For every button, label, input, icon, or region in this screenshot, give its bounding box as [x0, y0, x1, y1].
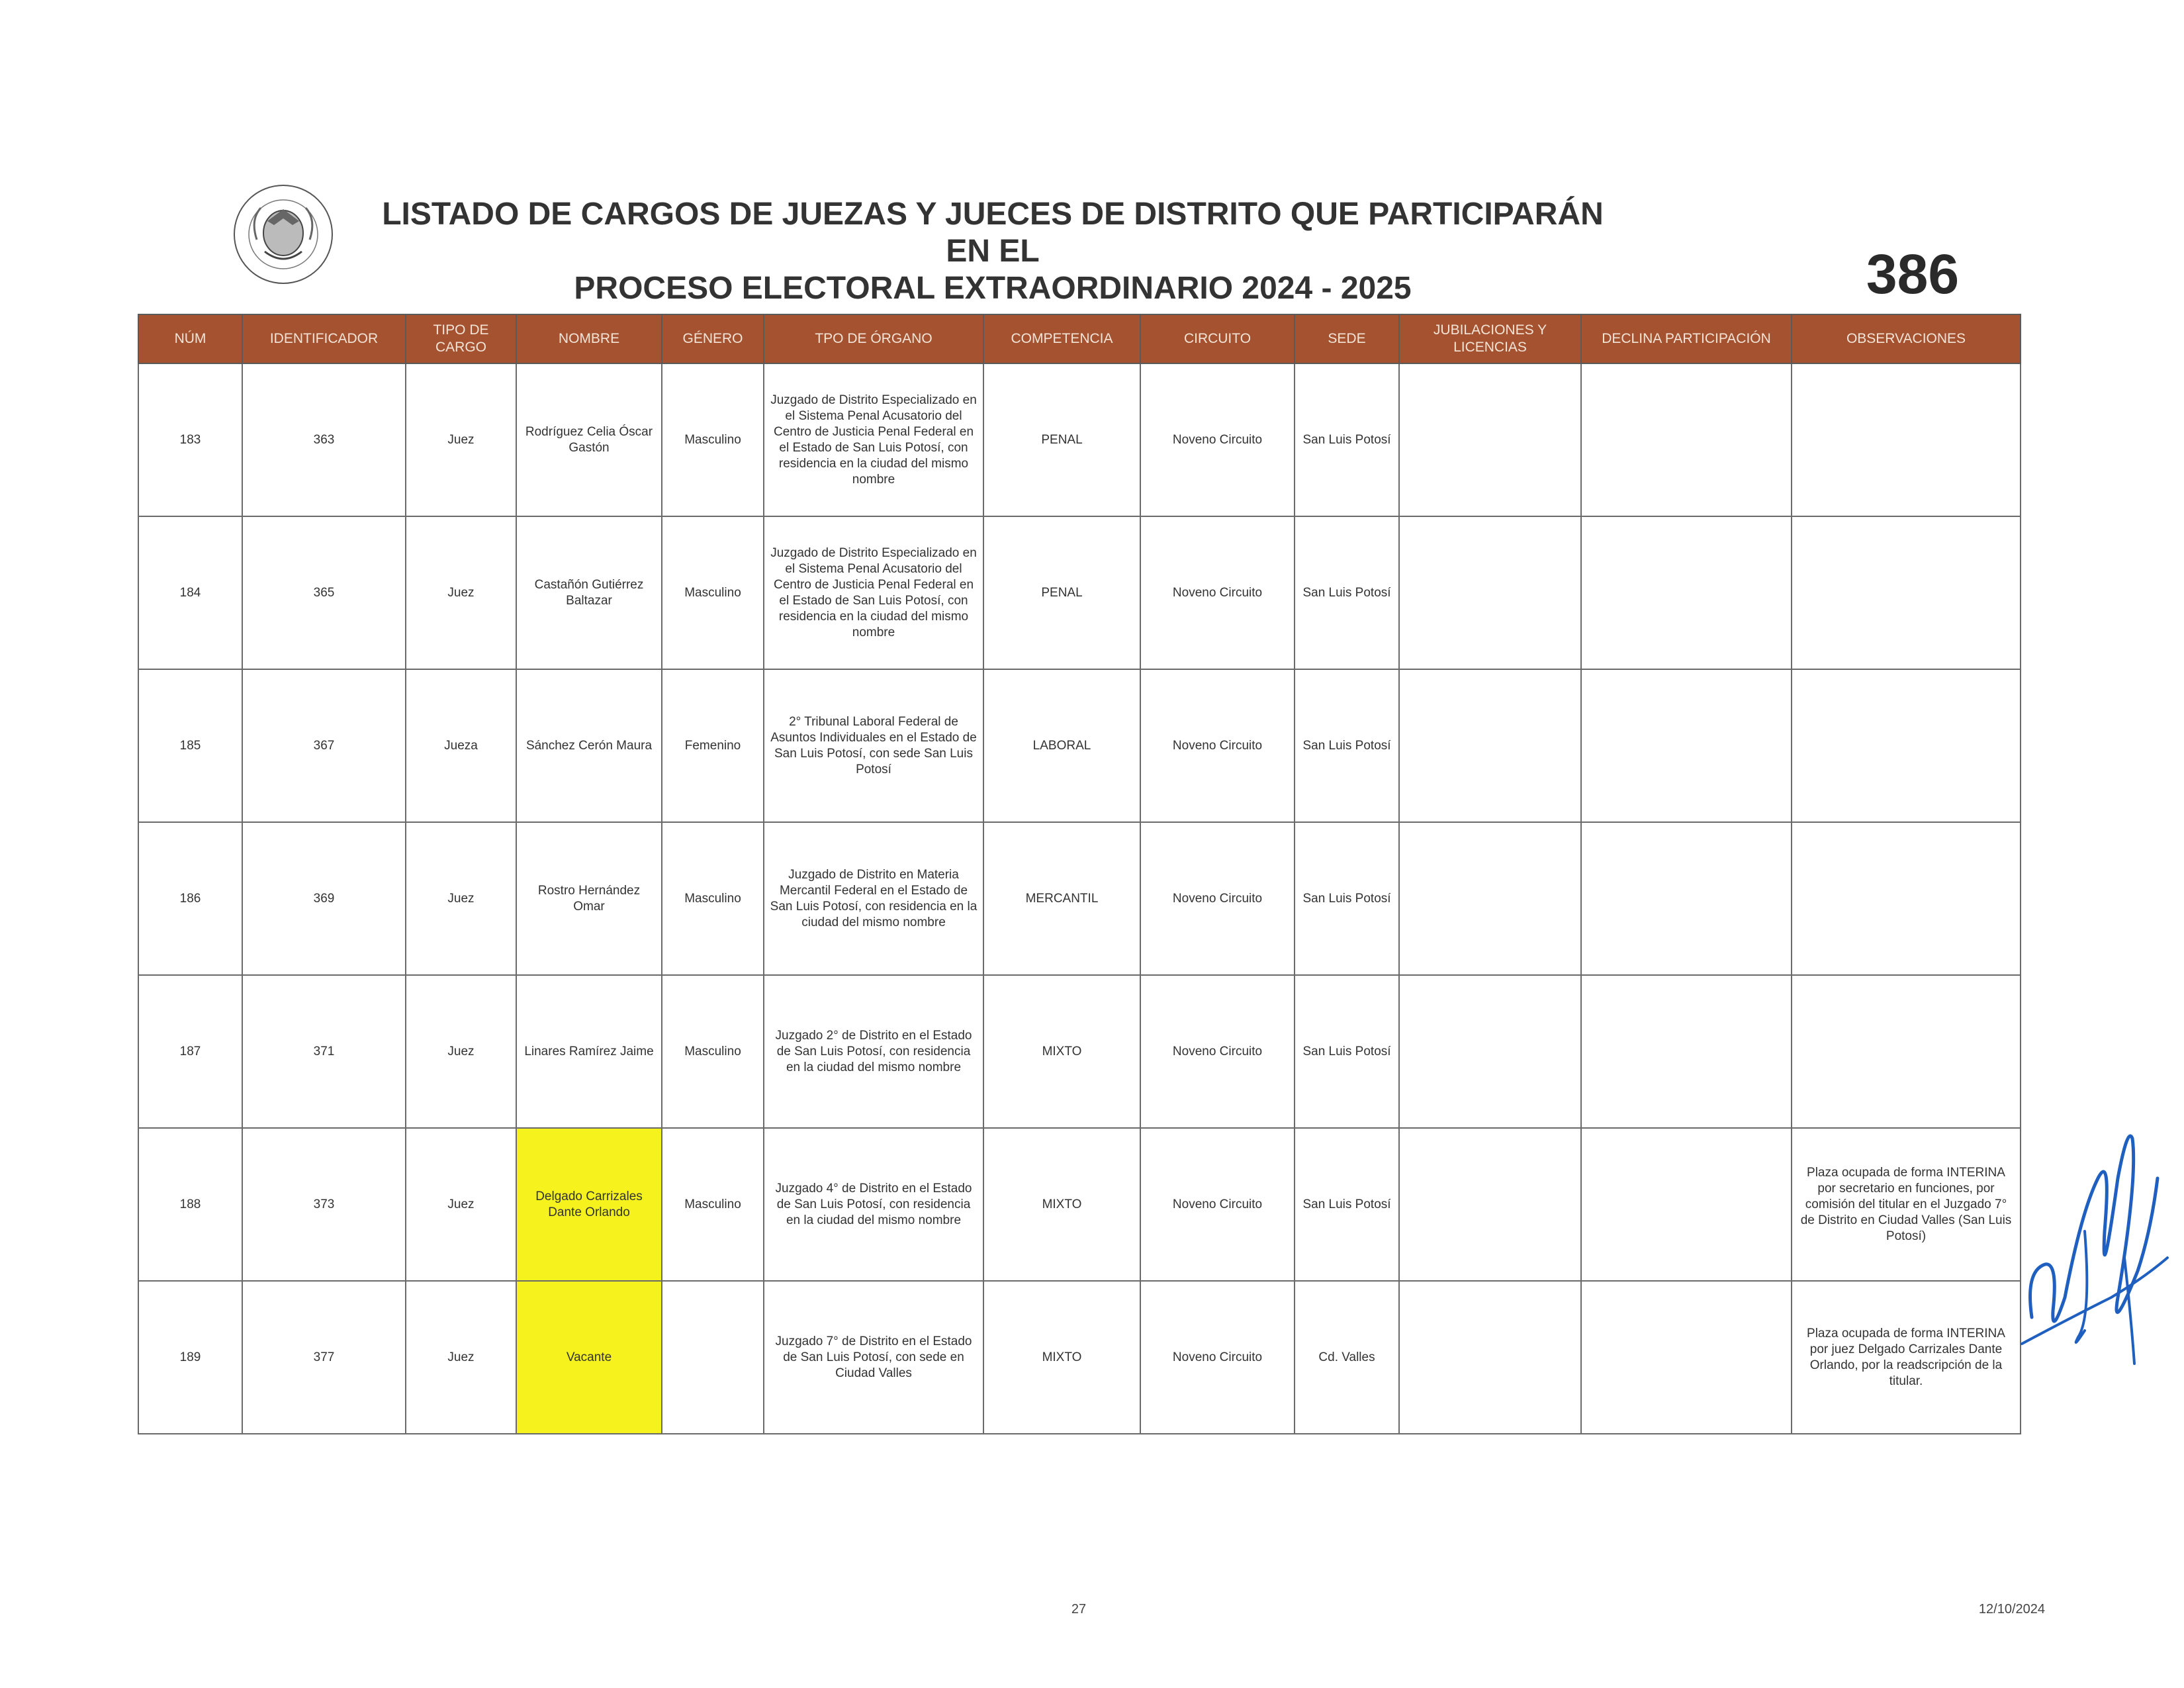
cell-competencia: MERCANTIL: [983, 822, 1140, 975]
cell-jubilaciones: [1399, 669, 1581, 822]
cell-nombre: Rostro Hernández Omar: [516, 822, 662, 975]
cell-identificador: 373: [242, 1128, 406, 1281]
cell-nombre: Vacante: [516, 1281, 662, 1434]
cell-tipo-organo: Juzgado de Distrito en Materia Mercantil Federal en el Estado de San Luis Potosí, con residencia en la ciudad del mismo nombre: [764, 822, 983, 975]
cell-genero: Masculino: [662, 1128, 764, 1281]
cell-competencia: PENAL: [983, 363, 1140, 516]
col-header-declina: DECLINA PARTICIPACIÓN: [1581, 314, 1792, 363]
cell-nombre: Rodríguez Celia Óscar Gastón: [516, 363, 662, 516]
table-header-row: [138, 314, 2021, 363]
cell-genero: [662, 1281, 764, 1434]
col-header-jubilaciones: JUBILACIONES Y LICENCIAS: [1399, 314, 1581, 363]
cell-nombre: Linares Ramírez Jaime: [516, 975, 662, 1128]
cell-tipo-cargo: Juez: [406, 975, 516, 1128]
cell-circuito: Noveno Circuito: [1140, 1281, 1295, 1434]
cell-circuito: Noveno Circuito: [1140, 975, 1295, 1128]
cell-observaciones: [1792, 822, 2021, 975]
cell-circuito: Noveno Circuito: [1140, 516, 1295, 669]
cell-sede: Cd. Valles: [1295, 1281, 1399, 1434]
cell-genero: Femenino: [662, 669, 764, 822]
cell-observaciones: [1792, 669, 2021, 822]
cell-sede: San Luis Potosí: [1295, 1128, 1399, 1281]
cell-tipo-organo: Juzgado 4° de Distrito en el Estado de San Luis Potosí, con residencia en la ciudad del mismo nombre: [764, 1128, 983, 1281]
cell-num: 187: [138, 975, 242, 1128]
cell-identificador: 367: [242, 669, 406, 822]
cell-nombre: Castañón Gutiérrez Baltazar: [516, 516, 662, 669]
col-header-num: NÚM: [138, 314, 242, 363]
col-header-observaciones: OBSERVACIONES: [1792, 314, 2021, 363]
cell-tipo-cargo: Juez: [406, 822, 516, 975]
cell-competencia: MIXTO: [983, 1281, 1140, 1434]
cell-jubilaciones: [1399, 975, 1581, 1128]
cell-competencia: MIXTO: [983, 975, 1140, 1128]
footer-date: 12/10/2024: [1978, 1602, 2045, 1617]
cell-num: 183: [138, 363, 242, 516]
table-row: [138, 363, 2021, 516]
cell-circuito: Noveno Circuito: [1140, 1128, 1295, 1281]
cell-tipo-cargo: Juez: [406, 1128, 516, 1281]
judges-table: [138, 314, 2021, 1434]
page-stamp-number: 386: [1866, 243, 1960, 305]
cell-tipo-cargo: Jueza: [406, 669, 516, 822]
title-line-1: LISTADO DE CARGOS DE JUEZAS Y JUECES DE DISTRITO QUE PARTICIPARÁN EN EL: [382, 197, 1604, 269]
cell-competencia: LABORAL: [983, 669, 1140, 822]
cell-tipo-organo: Juzgado de Distrito Especializado en el Sistema Penal Acusatorio del Centro de Justicia Penal Federal en el Estado de San Luis Potosí, con residencia en la ciudad del mismo nombre: [764, 363, 983, 516]
cell-tipo-organo: Juzgado 2° de Distrito en el Estado de San Luis Potosí, con residencia en la ciudad del mismo nombre: [764, 975, 983, 1128]
handwritten-signature: [2019, 1099, 2171, 1377]
cell-num: 184: [138, 516, 242, 669]
cell-sede: San Luis Potosí: [1295, 516, 1399, 669]
cell-jubilaciones: [1399, 1281, 1581, 1434]
col-header-genero: GÉNERO: [662, 314, 764, 363]
table-row: [138, 975, 2021, 1128]
cell-declina: [1581, 516, 1792, 669]
cell-declina: [1581, 669, 1792, 822]
footer-page-number: 27: [1071, 1602, 1087, 1617]
col-header-nombre: NOMBRE: [516, 314, 662, 363]
cell-genero: Masculino: [662, 975, 764, 1128]
cell-tipo-cargo: Juez: [406, 516, 516, 669]
table-row: [138, 516, 2021, 669]
col-header-sede: SEDE: [1295, 314, 1399, 363]
cell-genero: Masculino: [662, 363, 764, 516]
cell-tipo-organo: Juzgado de Distrito Especializado en el Sistema Penal Acusatorio del Centro de Justicia Penal Federal en el Estado de San Luis Potosí, con residencia en la ciudad del mismo nombre: [764, 516, 983, 669]
cell-identificador: 369: [242, 822, 406, 975]
cell-num: 186: [138, 822, 242, 975]
table-row: [138, 1281, 2021, 1434]
cell-genero: Masculino: [662, 516, 764, 669]
cell-identificador: 371: [242, 975, 406, 1128]
cell-sede: San Luis Potosí: [1295, 822, 1399, 975]
cell-jubilaciones: [1399, 822, 1581, 975]
cell-sede: San Luis Potosí: [1295, 975, 1399, 1128]
cell-identificador: 377: [242, 1281, 406, 1434]
cell-circuito: Noveno Circuito: [1140, 669, 1295, 822]
cell-num: 185: [138, 669, 242, 822]
cell-declina: [1581, 822, 1792, 975]
cell-sede: San Luis Potosí: [1295, 669, 1399, 822]
cell-identificador: 363: [242, 363, 406, 516]
cell-jubilaciones: [1399, 363, 1581, 516]
title-line-2: PROCESO ELECTORAL EXTRAORDINARIO 2024 - 2025: [574, 271, 1412, 306]
cell-tipo-organo: 2° Tribunal Laboral Federal de Asuntos Individuales en el Estado de San Luis Potosí, con sede San Luis Potosí: [764, 669, 983, 822]
table-row: [138, 1128, 2021, 1281]
cell-observaciones: [1792, 363, 2021, 516]
cell-declina: [1581, 1128, 1792, 1281]
senate-seal-logo: [210, 173, 356, 293]
cell-declina: [1581, 1281, 1792, 1434]
col-header-competencia: COMPETENCIA: [983, 314, 1140, 363]
cell-circuito: Noveno Circuito: [1140, 363, 1295, 516]
col-header-identificador: IDENTIFICADOR: [242, 314, 406, 363]
document-title: [371, 196, 1615, 307]
col-header-tipo-cargo: TIPO DE CARGO: [406, 314, 516, 363]
cell-genero: Masculino: [662, 822, 764, 975]
col-header-circuito: CIRCUITO: [1140, 314, 1295, 363]
cell-tipo-organo: Juzgado 7° de Distrito en el Estado de San Luis Potosí, con sede en Ciudad Valles: [764, 1281, 983, 1434]
col-header-tipo-organo: TPO DE ÓRGANO: [764, 314, 983, 363]
cell-competencia: PENAL: [983, 516, 1140, 669]
table-row: [138, 669, 2021, 822]
cell-sede: San Luis Potosí: [1295, 363, 1399, 516]
cell-tipo-cargo: Juez: [406, 1281, 516, 1434]
table-body: [138, 363, 2021, 1434]
cell-declina: [1581, 975, 1792, 1128]
cell-tipo-cargo: Juez: [406, 363, 516, 516]
cell-num: 188: [138, 1128, 242, 1281]
cell-observaciones: [1792, 516, 2021, 669]
cell-circuito: Noveno Circuito: [1140, 822, 1295, 975]
cell-nombre: Delgado Carrizales Dante Orlando: [516, 1128, 662, 1281]
cell-observaciones: Plaza ocupada de forma INTERINA por secretario en funciones, por comisión del titular en el Juzgado 7° de Distrito en Ciudad Valles (San Luis Potosí): [1792, 1128, 2021, 1281]
cell-nombre: Sánchez Cerón Maura: [516, 669, 662, 822]
cell-observaciones: [1792, 975, 2021, 1128]
cell-jubilaciones: [1399, 1128, 1581, 1281]
table-row: [138, 822, 2021, 975]
cell-observaciones: Plaza ocupada de forma INTERINA por juez Delgado Carrizales Dante Orlando, por la readscripción de la titular.: [1792, 1281, 2021, 1434]
cell-jubilaciones: [1399, 516, 1581, 669]
cell-num: 189: [138, 1281, 242, 1434]
cell-competencia: MIXTO: [983, 1128, 1140, 1281]
cell-declina: [1581, 363, 1792, 516]
cell-identificador: 365: [242, 516, 406, 669]
